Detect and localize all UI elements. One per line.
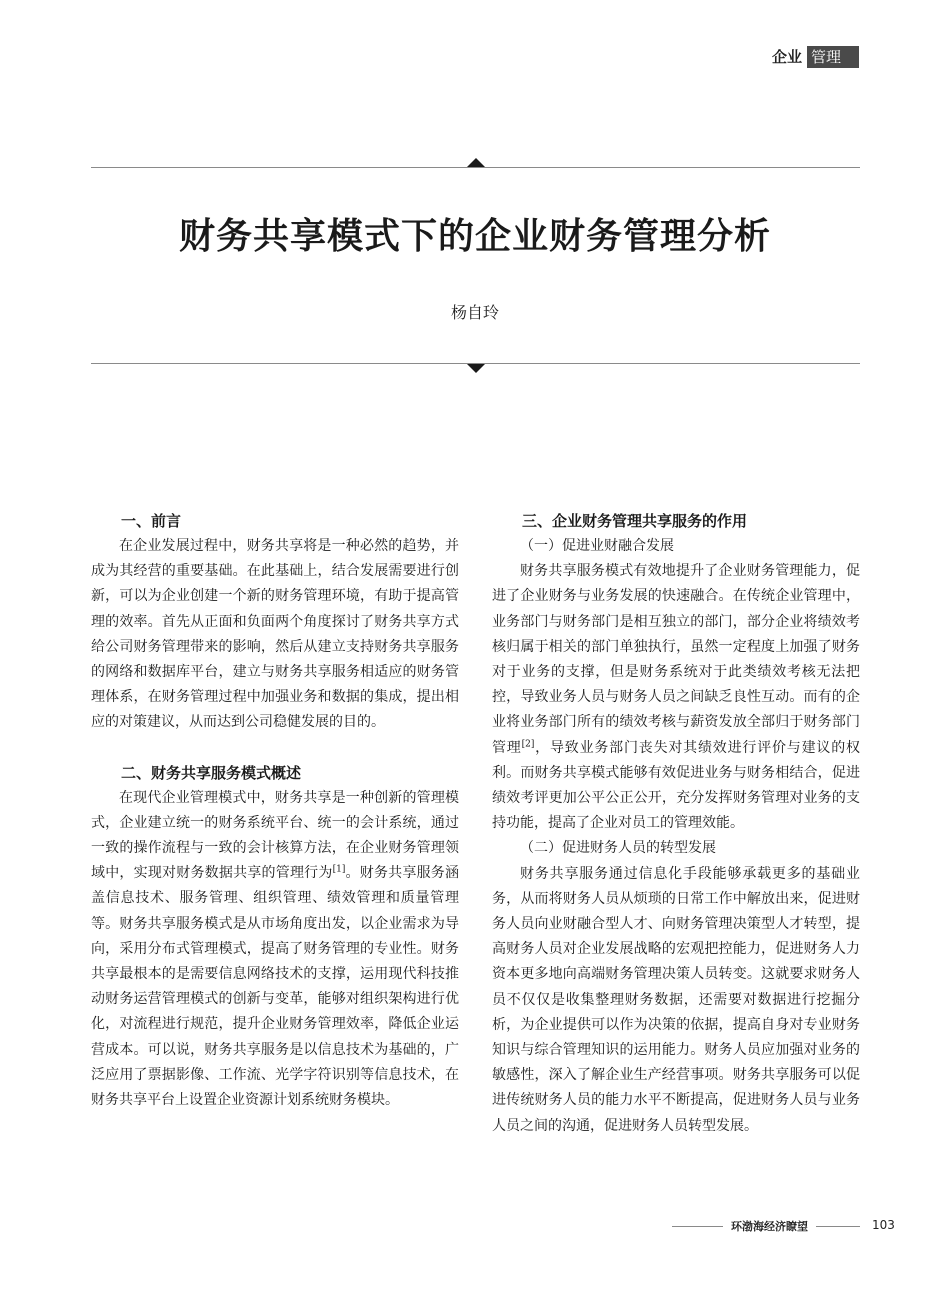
footer-line-right <box>816 1226 860 1227</box>
heading-overview: 二、财务共享服务模式概述 <box>121 763 302 782</box>
page-number: 103 <box>872 1218 895 1232</box>
paragraph-overview <box>91 786 459 1114</box>
triangle-up-icon <box>467 158 485 167</box>
footer <box>672 1217 860 1235</box>
subheading-integration: （一）促进业财融合发展 <box>520 538 674 554</box>
article-title: 财务共享模式下的企业财务管理分析 <box>178 216 771 257</box>
integration-text-part1: 财务共享服务模式有效地提升了企业财务管理能力，促进了企业财务与业务发展的快速融合。在传统企业管理中，业务部门与财务部门是相互独立的部门，部分企业将绩效考核归属于相关的部门单独执行，虽然一定程度上加强了财务对于业务的支撑，但是财务系统对于此类绩效考核无法把控，导致业务人员与财务人员之间缺乏良性互动。而有的企业将业务部门所有的绩效考核与薪资发放全部归于财务部门管理 <box>492 563 860 756</box>
subheading-transformation: （二）促进财务人员的转型发展 <box>520 840 716 857</box>
journal-name: 环渤海经济瞭望 <box>731 1220 808 1233</box>
heading-introduction: 一、前言 <box>121 512 182 530</box>
paragraph-introduction: 在企业发展过程中，财务共享将是一种必然的趋势，并成为其经营的重要基础。在此基础上，结合发展需要进行创新，可以为企业创建一个新的财务管理环境，有助于提高管理的效率。首先从正面和负面两个角度探讨了财务共享方式给公司财务管理带来的影响，然后从建立支持财务共享服务的网络和数据库平台，建立与财务共享服务相适应的财务管理体系，在财务管理过程中加强业务和数据的集成，提出相应的对策建议，从而达到公司稳健发展的目的。 <box>91 538 459 731</box>
right-column <box>492 509 860 1139</box>
citation-2: [2] <box>521 738 535 749</box>
heading-role: 三、企业财务管理共享服务的作用 <box>522 512 748 530</box>
article-author: 杨自玲 <box>450 303 499 322</box>
overview-text-part2: 。财务共享服务涵盖信息技术、服务管理、组织管理、绩效管理和质量管理等。财务共享服务模式是从市场角度出发，以企业需求为导向，采用分布式管理模式，提高了财务管理的专业性。财务共享最根本的是需要信息网络技术的支撑，运用现代科技推动财务运营管理模式的创新与变革，能够对组织架构进行优化，对流程进行规范，提升企业财务管理效率，降低企业运营成本。可以说，财务共享服务是以信息技术为基础的，广泛应用了票据影像、工作流、光学字符识别等信息技术，在财务共享平台上设置企业资源计划系统财务模块。 <box>91 865 460 1109</box>
paragraph-integration <box>492 559 860 836</box>
integration-text-part2: ，导致业务部门丧失对其绩效进行评价与建议的权利。而财务共享模式能够有效促进业务与财务相结合，促进绩效考评更加公平公正公开，充分发挥财务管理对业务的支持功能，提高了企业对员工的管理效能。 <box>492 739 861 832</box>
triangle-down-icon <box>467 364 485 373</box>
top-divider <box>91 167 860 168</box>
left-column <box>91 509 459 1113</box>
section-tag-secondary: 管理 <box>807 46 859 68</box>
citation-1: [1] <box>332 864 346 875</box>
section-tag-primary: 企业 <box>771 48 802 66</box>
footer-line-left <box>672 1226 723 1227</box>
overview-text-part1: 在现代企业管理模式中，财务共享是一种创新的管理模式，企业建立统一的财务系统平台、统一的会计系统，通过一致的操作流程与一致的会计核算方法，在企业财务管理领域中，实现对财务数据共享的管理行为 <box>91 789 459 882</box>
paragraph-transformation: 财务共享服务通过信息化手段能够承载更多的基础业务，从而将财务人员从烦琐的日常工作中解放出来，促进财务人员向业财融合型人才、向财务管理决策型人才转型，提高财务人员对企业发展战略的宏观把控能力，促进财务人力资本更多地向高端财务管理决策人员转变。这就要求财务人员不仅仅是收集整理财务数据，还需要对数据进行挖掘分析，为企业提供可以作为决策的依据，提高自身对专业财务知识与综合管理知识的运用能力。财务人员应加强对业务的敏感性，深入了解企业生产经营事项。财务共享服务可以促进传统财务人员的能力水平不断提高，促进财务人员与业务人员之间的沟通，促进财务人员转型发展。 <box>492 865 860 1134</box>
section-tag <box>772 46 859 68</box>
